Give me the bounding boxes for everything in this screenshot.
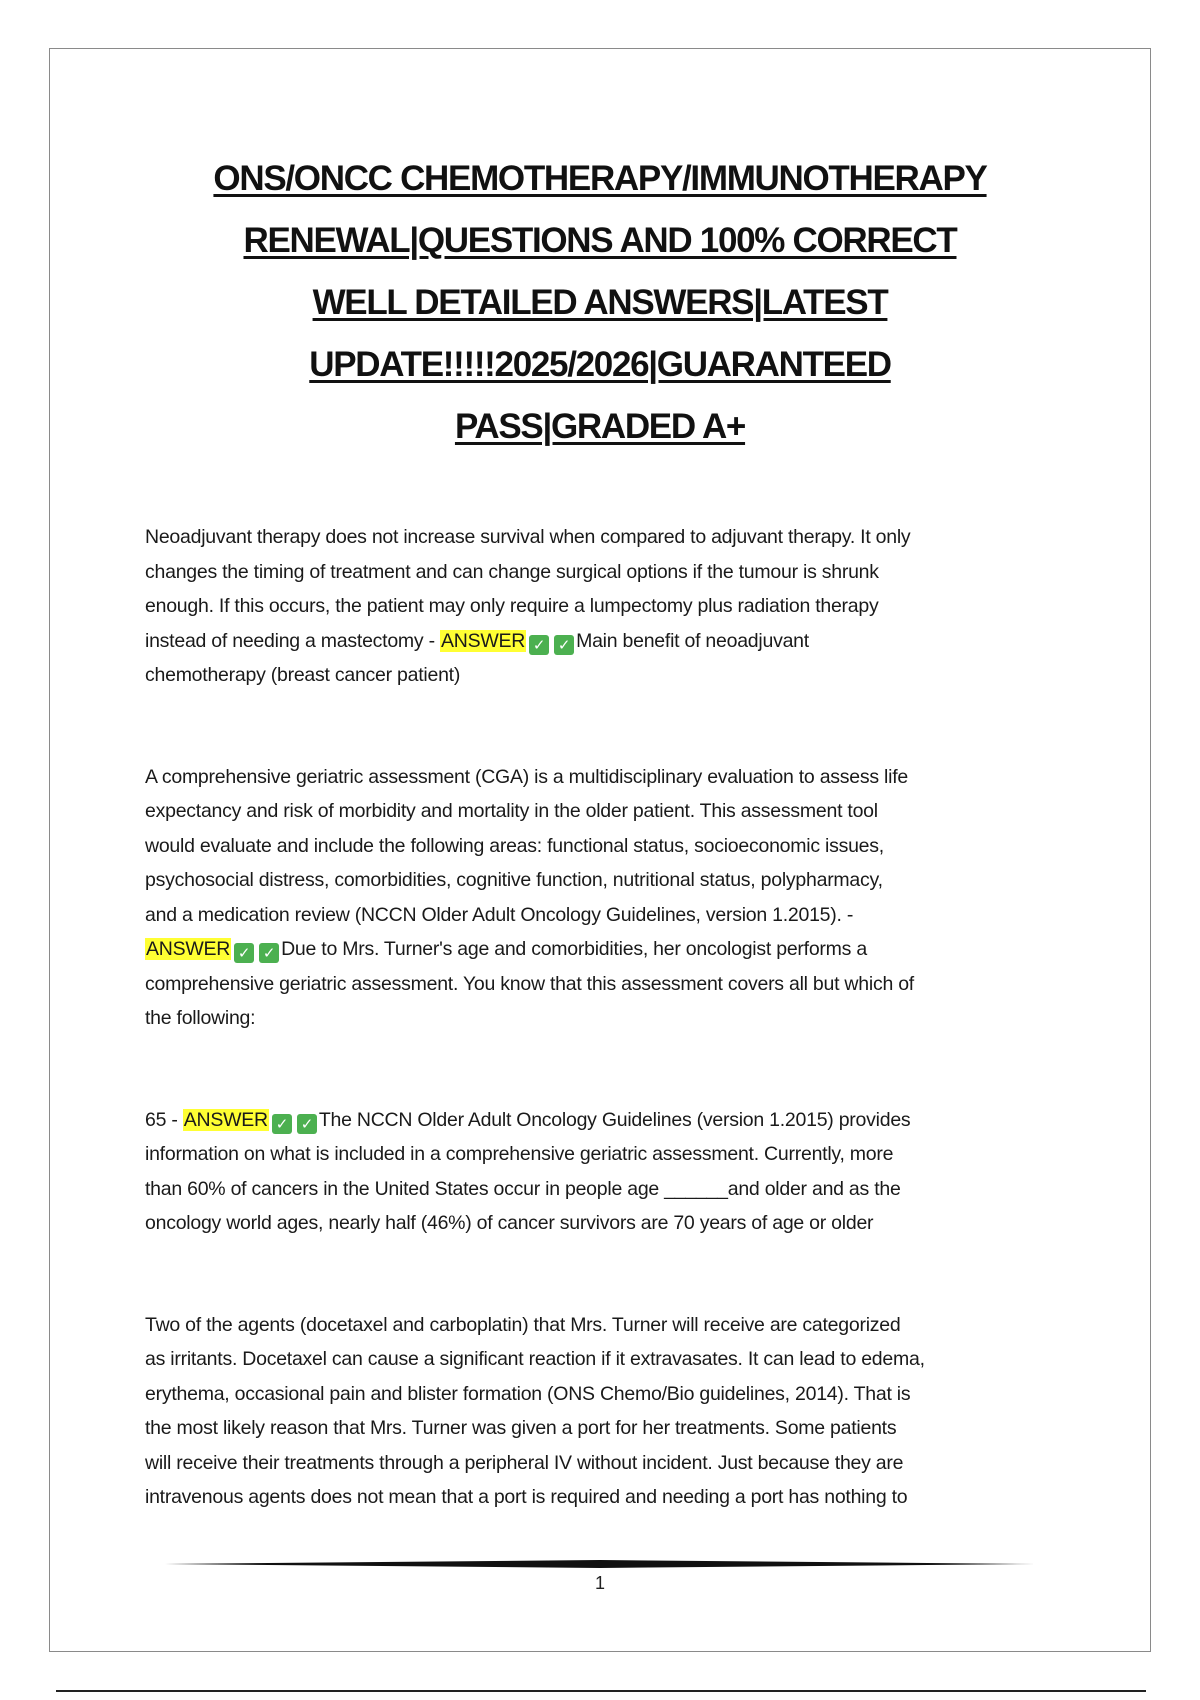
text-line: psychosocial distress, comorbidities, cognitive function, nutritional status, polypharmacy, bbox=[145, 869, 883, 891]
answer-line bbox=[145, 624, 1055, 659]
qa-content bbox=[145, 520, 1055, 1582]
text-line: will receive their treatments through a peripheral IV without incident. Just because they are bbox=[145, 1451, 904, 1474]
check-mark-icon: ✓ bbox=[529, 635, 549, 655]
check-mark-icon: ✓ bbox=[234, 943, 254, 963]
text-line: the following: bbox=[145, 1007, 256, 1029]
check-mark-icon: ✓ bbox=[297, 1114, 317, 1134]
answer-text: Due to Mrs. Turner's age and comorbidities, her oncologist performs a bbox=[281, 938, 867, 960]
text-line: Neoadjuvant therapy does not increase survival when compared to adjuvant therapy. It only bbox=[145, 526, 911, 548]
text-line: A comprehensive geriatric assessment (CGA) is a multidisciplinary evaluation to assess life bbox=[145, 765, 908, 788]
page-number: 1 bbox=[594, 1573, 605, 1593]
text-line: as irritants. Docetaxel can cause a significant reaction if it extravasates. It can lead to edema, bbox=[145, 1348, 925, 1370]
text-line: expectancy and risk of morbidity and mortality in the older patient. This assessment tool bbox=[145, 800, 878, 822]
check-mark-icon: ✓ bbox=[554, 635, 574, 655]
text-line: chemotherapy (breast cancer patient) bbox=[145, 664, 461, 686]
text-line: the most likely reason that Mrs. Turner was given a port for her treatments. Some patients bbox=[145, 1417, 897, 1439]
text-line: would evaluate and include the following areas: functional status, socioeconomic issues, bbox=[145, 834, 884, 857]
title-line: ONS/ONCC CHEMOTHERAPY/IMMUNOTHERAPY bbox=[213, 159, 987, 198]
qa-entry bbox=[145, 1103, 1055, 1241]
answer-text: The NCCN Older Adult Oncology Guidelines (version 1.2015) provides bbox=[318, 1108, 911, 1131]
check-mark-icon: ✓ bbox=[272, 1114, 292, 1134]
answer-highlight: ANSWER bbox=[146, 938, 231, 960]
text-line: intravenous agents does not mean that a port is required and needing a port has nothing to bbox=[145, 1486, 908, 1508]
text-line: enough. If this occurs, the patient may only require a lumpectomy plus radiation therapy bbox=[145, 595, 879, 617]
footer-divider bbox=[165, 1560, 1035, 1568]
qa-entry bbox=[145, 760, 1055, 1036]
answer-line bbox=[145, 1103, 1055, 1138]
text-line: information on what is included in a comprehensive geriatric assessment. Currently, more bbox=[145, 1143, 894, 1165]
text-line: oncology world ages, nearly half (46%) of cancer survivors are 70 years of age or older bbox=[145, 1212, 874, 1234]
text-line: than 60% of cancers in the United States occur in people age ______and older and as the bbox=[145, 1177, 901, 1200]
answer-line bbox=[145, 932, 1055, 967]
title-line: PASS|GRADED A+ bbox=[454, 407, 746, 446]
answer-prefix: 65 - bbox=[145, 1108, 183, 1131]
check-mark-icon: ✓ bbox=[259, 943, 279, 963]
text-line: comprehensive geriatric assessment. You know that this assessment covers all but which of bbox=[145, 972, 914, 995]
answer-highlight: ANSWER bbox=[441, 629, 526, 652]
title-line: WELL DETAILED ANSWERS|LATEST bbox=[312, 283, 888, 322]
answer-text: Main benefit of neoadjuvant bbox=[576, 629, 809, 652]
title-line: UPDATE!!!!!2025/2026|GUARANTEED bbox=[309, 345, 891, 384]
document-title bbox=[120, 148, 1080, 458]
bottom-divider bbox=[56, 1690, 1146, 1692]
title-line: RENEWAL|QUESTIONS AND 100% CORRECT bbox=[243, 221, 957, 260]
text-line: Two of the agents (docetaxel and carboplatin) that Mrs. Turner will receive are categorized bbox=[145, 1313, 901, 1336]
qa-entry bbox=[145, 520, 1055, 693]
text-line: and a medication review (NCCN Older Adult Oncology Guidelines, version 1.2015). - bbox=[145, 903, 854, 926]
answer-highlight: ANSWER bbox=[183, 1108, 268, 1131]
answer-prefix: instead of needing a mastectomy - bbox=[145, 629, 440, 652]
text-line: erythema, occasional pain and blister formation (ONS Chemo/Bio guidelines, 2014). That is bbox=[145, 1382, 911, 1405]
qa-entry bbox=[145, 1308, 1055, 1515]
text-line: changes the timing of treatment and can change surgical options if the tumour is shrunk bbox=[145, 560, 879, 583]
